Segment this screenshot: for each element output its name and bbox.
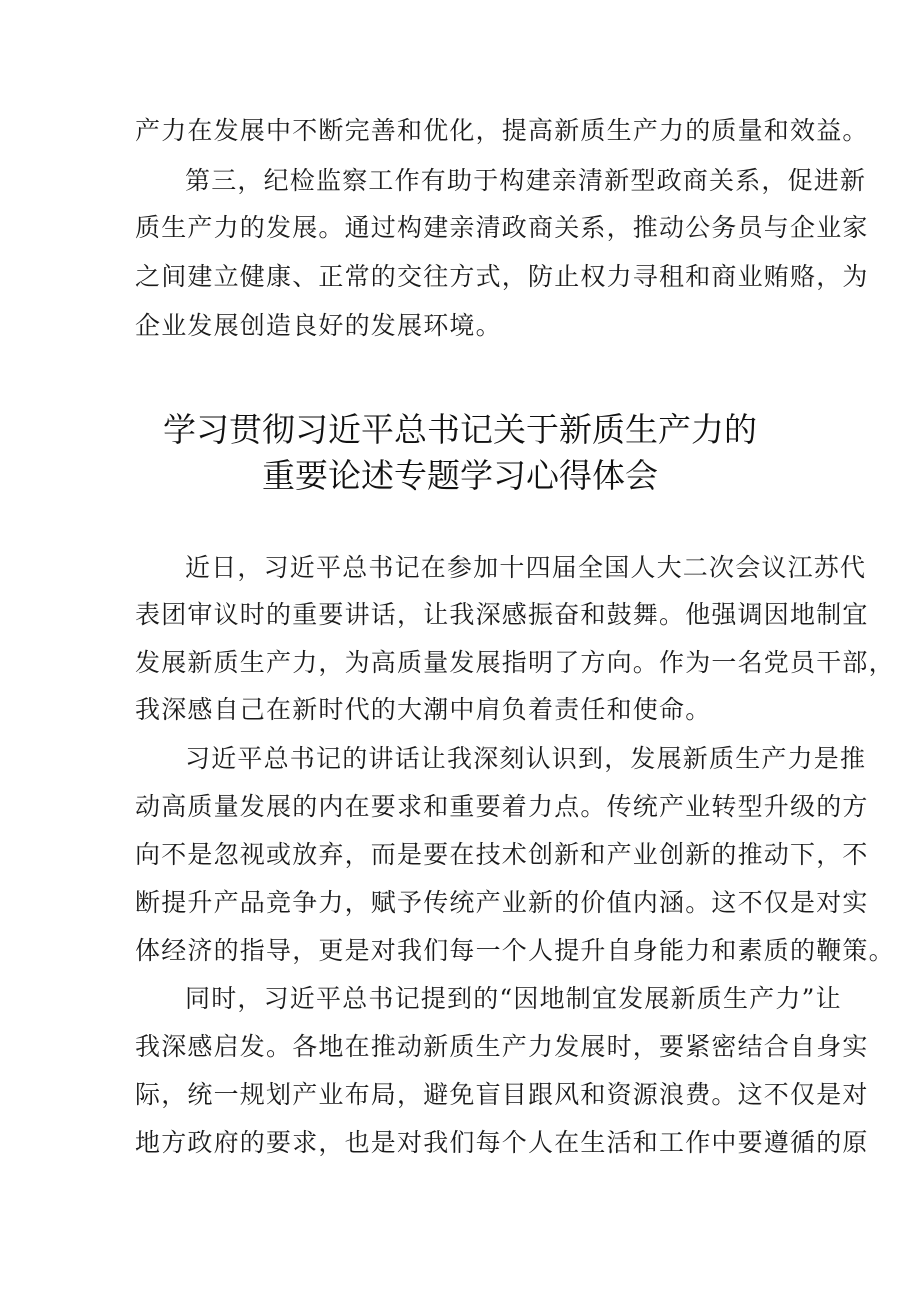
body-line: 同时，习近平总书记提到的“因地制宜发展新质生产力”让	[185, 984, 842, 1013]
body-line: 向不是忽视或放弃，而是要在技术创新和产业创新的推动下，不	[135, 840, 869, 869]
title-line: 学习贯彻习近平总书记关于新质生产力的	[163, 410, 757, 449]
body-line: 表团审议时的重要讲话，让我深感振奋和鼓舞。他强调因地制宜	[135, 600, 869, 629]
body-line: 体经济的指导，更是对我们每一个人提升自身能力和素质的鞭策。	[135, 936, 895, 965]
body-line: 习近平总书记的讲话让我深刻认识到，发展新质生产力是推	[185, 744, 867, 773]
body-line: 动高质量发展的内在要求和重要着力点。传统产业转型升级的方	[135, 792, 869, 821]
body-line: 地方政府的要求，也是对我们每个人在生活和工作中要遵循的原	[135, 1128, 869, 1157]
body-line: 我深感启发。各地在推动新质生产力发展时，要紧密结合自身实	[135, 1032, 869, 1061]
intro-line: 企业发展创造良好的发展环境。	[135, 311, 502, 340]
intro-line: 之间建立健康、正常的交往方式，防止权力寻租和商业贿赂，为	[135, 262, 869, 291]
body-line: 断提升产品竞争力，赋予传统产业新的价值内涵。这不仅是对实	[135, 888, 869, 917]
body-line: 发展新质生产力，为高质量发展指明了方向。作为一名党员干部，	[135, 648, 895, 677]
intro-line: 产力在发展中不断完善和优化，提高新质生产力的质量和效益。	[135, 116, 869, 145]
intro-line: 第三，纪检监察工作有助于构建亲清新型政商关系，促进新	[185, 166, 867, 195]
body-line: 我深感自己在新时代的大潮中肩负着责任和使命。	[135, 695, 712, 724]
body-line: 近日，习近平总书记在参加十四届全国人大二次会议江苏代	[185, 553, 867, 582]
intro-line: 质生产力的发展。通过构建亲清政商关系，推动公务员与企业家	[135, 213, 869, 242]
title-line: 重要论述专题学习心得体会	[262, 456, 658, 495]
body-line: 际，统一规划产业布局，避免盲目跟风和资源浪费。这不仅是对	[135, 1080, 869, 1109]
